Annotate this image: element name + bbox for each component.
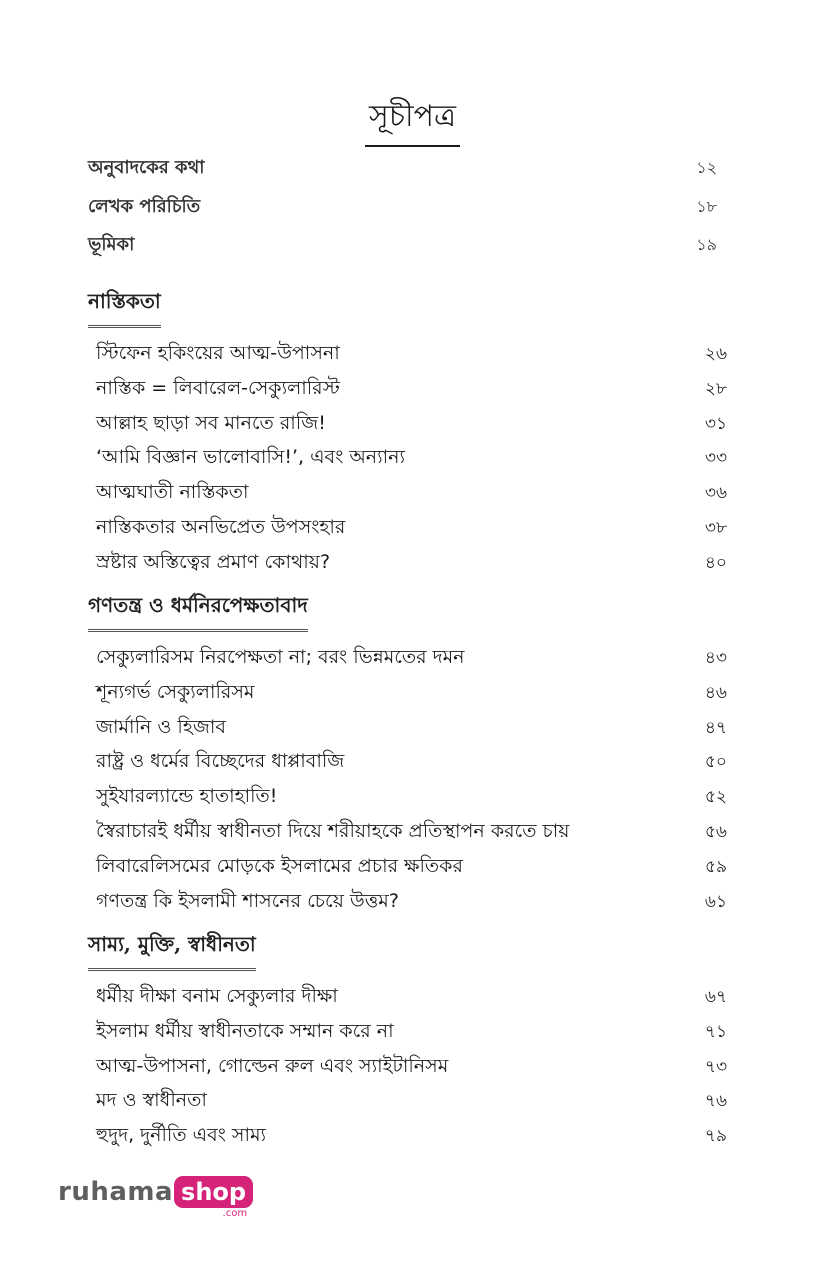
entry-label: ইসলাম ধর্মীয় স্বাধীনতাকে সম্মান করে না <box>96 1019 394 1042</box>
entry-label: স্বৈরাচারই ধর্মীয় স্বাধীনতা দিয়ে শরীয়াহকে প্রতিস্থাপন করতে চায় <box>96 819 570 842</box>
toc-section-3 <box>88 930 727 1153</box>
section-items <box>88 979 727 1153</box>
front-matter-list <box>88 149 721 265</box>
entry-page: ৫০ <box>704 752 727 773</box>
toc-entry[interactable] <box>96 440 727 475</box>
entry-label: নাস্তিকতার অনভিপ্রেত উপসংহার <box>96 515 346 538</box>
toc-entry[interactable] <box>96 1118 727 1153</box>
entry-label: আল্লাহ ছাড়া সব মানতে রাজি! <box>96 411 326 434</box>
toc-entry[interactable] <box>96 1083 727 1118</box>
entry-label: আত্মঘাতী নাস্তিকতা <box>96 481 249 504</box>
section-heading: গণতন্ত্র ও ধর্মনিরপেক্ষতাবাদ <box>88 591 308 632</box>
toc-entry[interactable] <box>96 406 727 441</box>
entry-page: ২৬ <box>704 344 727 364</box>
toc-entry[interactable] <box>96 849 727 884</box>
toc-entry[interactable] <box>96 675 727 710</box>
entry-page: ৭৬ <box>704 1091 727 1112</box>
entry-page: ৪৬ <box>704 682 727 703</box>
toc-entry[interactable] <box>96 1014 727 1049</box>
toc-entry[interactable] <box>96 545 727 580</box>
entry-label: লিবারেলিসমের মোড়কে ইসলামের প্রচার ক্ষতিকর <box>96 854 463 877</box>
entry-label: ‘আমি বিজ্ঞান ভালোবাসি!’, এবং অন্যান্য <box>96 446 405 469</box>
toc-entry[interactable] <box>88 149 721 188</box>
logo-shop-badge <box>174 1174 253 1219</box>
toc-entry[interactable] <box>88 226 721 265</box>
toc-section-1 <box>88 287 727 580</box>
entry-label: গণতন্ত্র কি ইসলামী শাসনের চেয়ে উত্তম? <box>96 889 399 912</box>
entry-page: ৫২ <box>704 787 727 808</box>
entry-label: নাস্তিক = লিবারেল-সেক্যুলারিস্ট <box>96 376 340 399</box>
toc-entry[interactable] <box>88 188 721 227</box>
ruhamashop-logo <box>58 1174 253 1219</box>
section-heading: নাস্তিকতা <box>88 287 161 328</box>
entry-label: ভূমিকা <box>88 234 135 255</box>
entry-label: স্রষ্টার অস্তিত্বের প্রমাণ কোথায়? <box>96 550 331 573</box>
toc-entry[interactable] <box>96 710 727 745</box>
entry-page: ৭৯ <box>704 1126 727 1147</box>
toc-entry[interactable] <box>96 979 727 1014</box>
entry-label: শূন্যগর্ভ সেক্যুলারিসম <box>96 680 255 703</box>
section-items <box>88 336 727 580</box>
entry-page: ৬১ <box>704 891 727 912</box>
entry-page: ৩৮ <box>704 517 727 538</box>
toc-entry[interactable] <box>96 371 727 406</box>
toc-entry[interactable] <box>96 336 727 371</box>
entry-label: মদ ও স্বাধীনতা <box>96 1089 207 1112</box>
entry-label: অনুবাদকের কথা <box>88 157 205 178</box>
entry-page: ২৮ <box>704 378 727 399</box>
entry-page: ৪৩ <box>704 648 727 668</box>
section-items <box>88 640 727 918</box>
entry-page: ৫৯ <box>704 856 727 877</box>
entry-page: ৪৭ <box>704 717 727 738</box>
entry-label: ধর্মীয় দীক্ষা বনাম সেক্যুলার দীক্ষা <box>96 985 338 1007</box>
entry-page: ৬৭ <box>704 987 727 1007</box>
entry-label: হুদুদ, দুর্নীতি এবং সাম্য <box>96 1124 267 1147</box>
toc-entry[interactable] <box>96 744 727 779</box>
toc-entry[interactable] <box>96 884 727 919</box>
entry-label: আত্ম-উপাসনা, গোল্ডেন রুল এবং স্যাইটানিসম <box>96 1054 449 1077</box>
toc-entry[interactable] <box>96 475 727 510</box>
logo-text-com: .com <box>222 1208 248 1219</box>
entry-page: ৩১ <box>704 413 727 434</box>
page-title <box>0 92 825 147</box>
toc-entry[interactable] <box>96 814 727 849</box>
section-heading: সাম্য, মুক্তি, স্বাধীনতা <box>88 930 256 971</box>
entry-label: লেখক পরিচিতি <box>88 195 201 217</box>
toc-entry[interactable] <box>96 510 727 545</box>
toc-section-2 <box>88 591 727 918</box>
entry-page: ৭১ <box>704 1021 727 1042</box>
toc-entry[interactable] <box>96 779 727 814</box>
entry-page: ১৯ <box>696 235 717 254</box>
entry-label: স্টিফেন হকিংয়ের আত্ম-উপাসনা <box>96 342 340 364</box>
entry-label: সুইযারল্যান্ডে হাতাহাতি! <box>96 785 278 808</box>
entry-page: ৫৬ <box>704 821 727 842</box>
entry-page: ৪০ <box>704 552 727 573</box>
entry-label: জার্মানি ও হিজাব <box>96 715 226 738</box>
entry-page: ৭৩ <box>704 1056 727 1077</box>
logo-text-shop: shop <box>174 1176 253 1208</box>
entry-label: রাষ্ট্র ও ধর্মের বিচ্ছেদের ধাপ্পাবাজি <box>96 750 345 773</box>
logo-text-ruhama: ruhama <box>58 1177 174 1207</box>
entry-page: ১৮ <box>696 196 717 216</box>
entry-label: সেক্যুলারিসম নিরপেক্ষতা না; বরং ভিন্নমতের দমন <box>96 646 465 668</box>
entry-page: ১২ <box>696 158 717 177</box>
entry-page: ৩৬ <box>704 483 727 504</box>
page-title-text: সূচীপত্র <box>365 92 460 147</box>
toc-entry[interactable] <box>96 640 727 675</box>
toc-entry[interactable] <box>96 1049 727 1084</box>
entry-page: ৩৩ <box>704 448 727 469</box>
